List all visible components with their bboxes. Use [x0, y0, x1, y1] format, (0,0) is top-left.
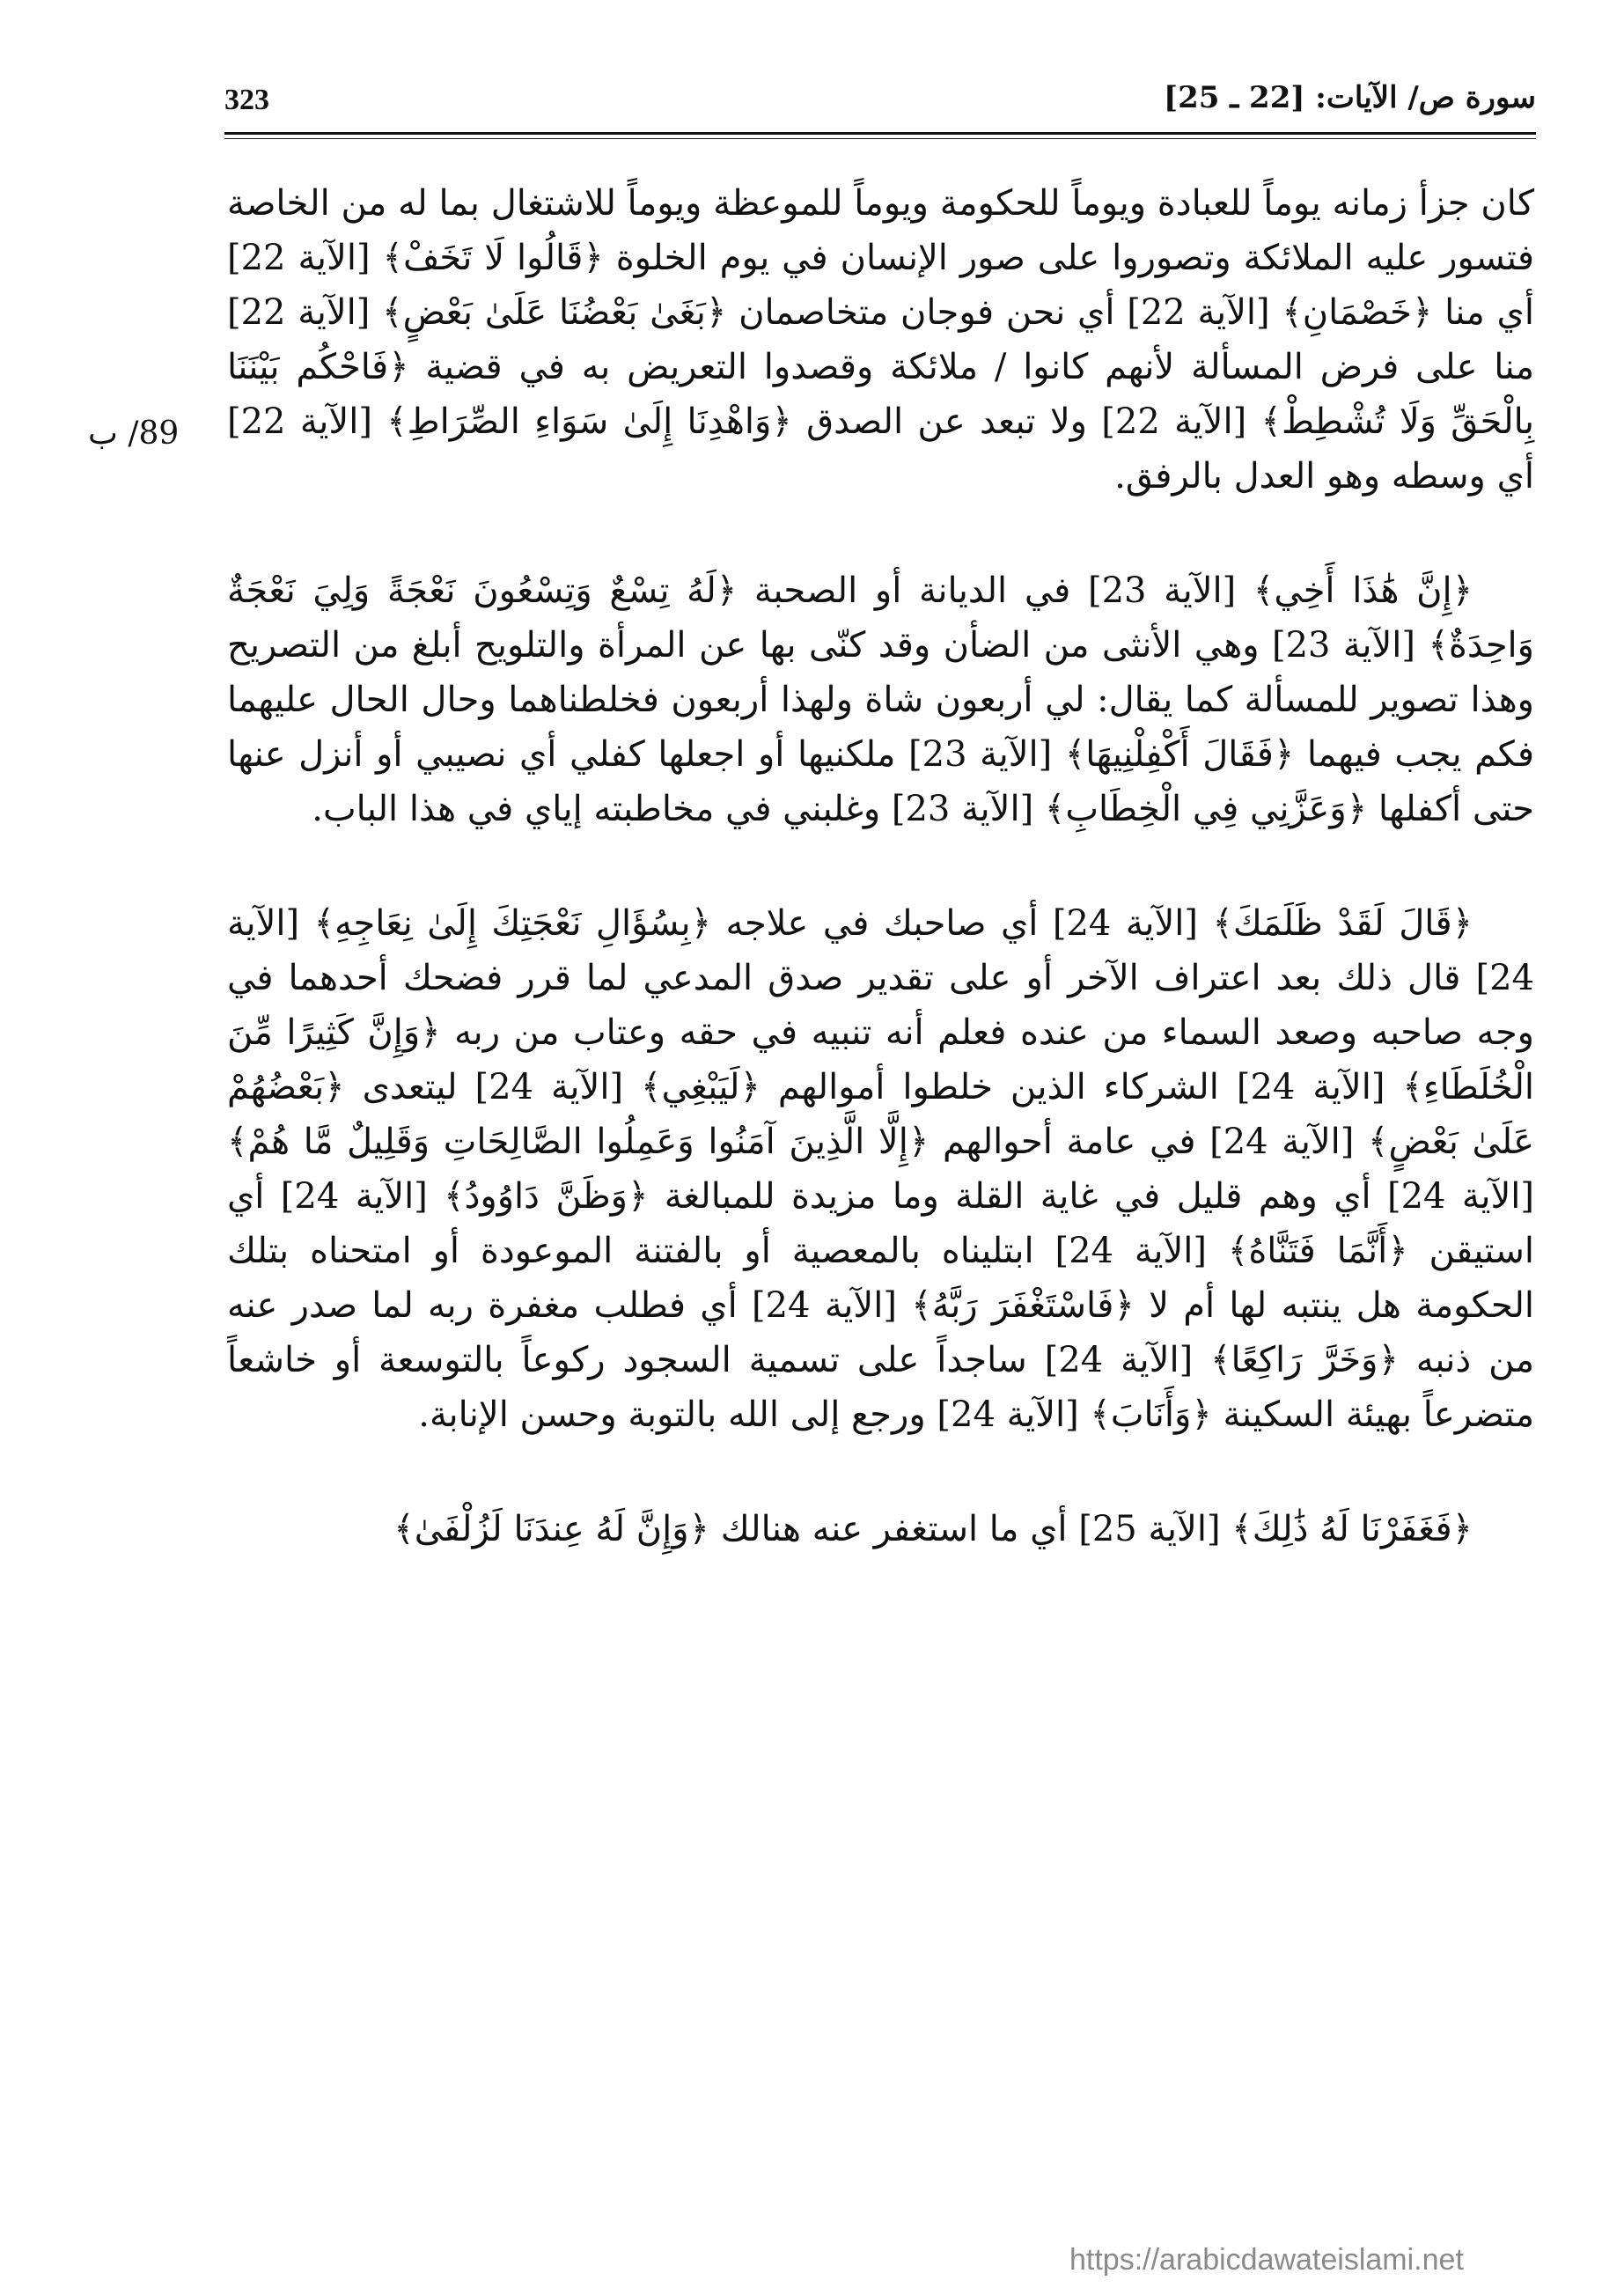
paragraph: ﴿قَالَ لَقَدْ ظَلَمَكَ﴾ [الآية 24] أي صاحبك في علاجه ﴿بِسُؤَالِ نَعْجَتِكَ إِلَىٰ نِعَاجِهِ﴾ [الآية 24] قال ذلك بعد اعتراف الآخر أو على تقدير صدق المدعي لما قرر فضحك أحدهما في وجه صاحبه وصعد السماء من عنده فعلم أنه تنبيه في حقه وعتاب من ربه ﴿وَإِنَّ كَثِيرًا مِّنَ الْخُلَطَاءِ﴾ [الآية 24] الشركاء الذين خلطوا أموالهم ﴿لَيَبْغِي﴾ [الآية 24] ليتعدى ﴿بَعْضُهُمْ عَلَىٰ بَعْضٍ﴾ [الآية 24] في عامة أحوالهم ﴿إِلَّا الَّذِينَ آمَنُوا وَعَمِلُوا الصَّالِحَاتِ وَقَلِيلٌ مَّا هُمْ﴾ [الآية 24] أي وهم قليل في غاية القلة وما مزيدة للمبالغة ﴿وَظَنَّ دَاوُودُ﴾ [الآية 24] أي استيقن ﴿أَنَّمَا فَتَنَّاهُ﴾ [الآية 24] ابتليناه بالمعصية أو بالفتنة الموعودة أو امتحناه بتلك الحكومة هل ينتبه لها أم لا ﴿فَاسْتَغْفَرَ رَبَّهُ﴾ [الآية 24] أي فطلب مغفرة ربه لما صدر عنه من ذنبه ﴿وَخَرَّ رَاكِعًا﴾ [الآية 24] ساجداً على تسمية السجود ركوعاً بالتوسعة أو خاشعاً متضرعاً بهيئة السكينة ﴿وَأَنَابَ﴾ [الآية 24] ورجع إلى الله بالتوبة وحسن الإنابة.	[227, 903, 1535, 1435]
manuscript-folio-note: 89/ ب	[88, 416, 180, 452]
page-number: 323	[224, 84, 269, 116]
page-header	[224, 80, 1536, 136]
running-title: سورة ص/ الآيات: [22 ـ 25]	[1163, 80, 1536, 115]
paragraph: ﴿إِنَّ هَٰذَا أَخِي﴾ [الآية 23] في الديانة أو الصحبة ﴿لَهُ تِسْعٌ وَتِسْعُونَ نَعْجَةً وَلِيَ نَعْجَةٌ وَاحِدَةٌ﴾ [الآية 23] وهي الأنثى من الضأن وقد كنّى بها عن المرأة والتلويح أبلغ من التصريح وهذا تصوير للمسألة كما يقال: لي أربعون شاة ولهذا أربعون فخلطناهما وحال الحال عليهما فكم يجب فيهما ﴿فَقَالَ أَكْفِلْنِيهَا﴾ [الآية 23] ملكنيها أو اجعلها كفلي أي نصيبي أو أنزل عنها حتى أكفلها ﴿وَعَزَّنِي فِي الْخِطَابِ﴾ [الآية 23] وغلبني في مخاطبته إياي في هذا الباب.	[227, 570, 1535, 829]
watermark-url: https://arabicdawateislami.net	[1069, 2243, 1464, 2277]
body-text	[227, 176, 1534, 1556]
paragraph: ﴿فَغَفَرْنَا لَهُ ذَٰلِكَ﴾ [الآية 25] أي ما استغفر عنه هنالك ﴿وَإِنَّ لَهُ عِندَنَا لَزُلْفَىٰ﴾	[393, 1509, 1473, 1549]
paragraph: كان جزأ زمانه يوماً للعبادة ويوماً للحكومة ويوماً للموعظة ويوماً للاشتغال بما له من الخاصة فتسور عليه الملائكة وتصوروا على صور الإنسان في يوم الخلوة ﴿قَالُوا لَا تَخَفْ﴾ [الآية 22] أي منا ﴿خَصْمَانِ﴾ [الآية 22] أي نحن فوجان متخاصمان ﴿بَغَىٰ بَعْضُنَا عَلَىٰ بَعْضٍ﴾ [الآية 22] منا على فرض المسألة لأنهم كانوا / ملائكة وقصدوا التعريض به في قضية ﴿فَاحْكُم بَيْنَنَا بِالْحَقِّ وَلَا تُشْطِطْ﴾ [الآية 22] ولا تبعد عن الصدق ﴿وَاهْدِنَا إِلَىٰ سَوَاءِ الصِّرَاطِ﴾ [الآية 22] أي وسطه وهو العدل بالرفق.	[227, 183, 1534, 497]
header-rule	[224, 132, 1536, 135]
header-rule-thin	[224, 138, 1536, 139]
